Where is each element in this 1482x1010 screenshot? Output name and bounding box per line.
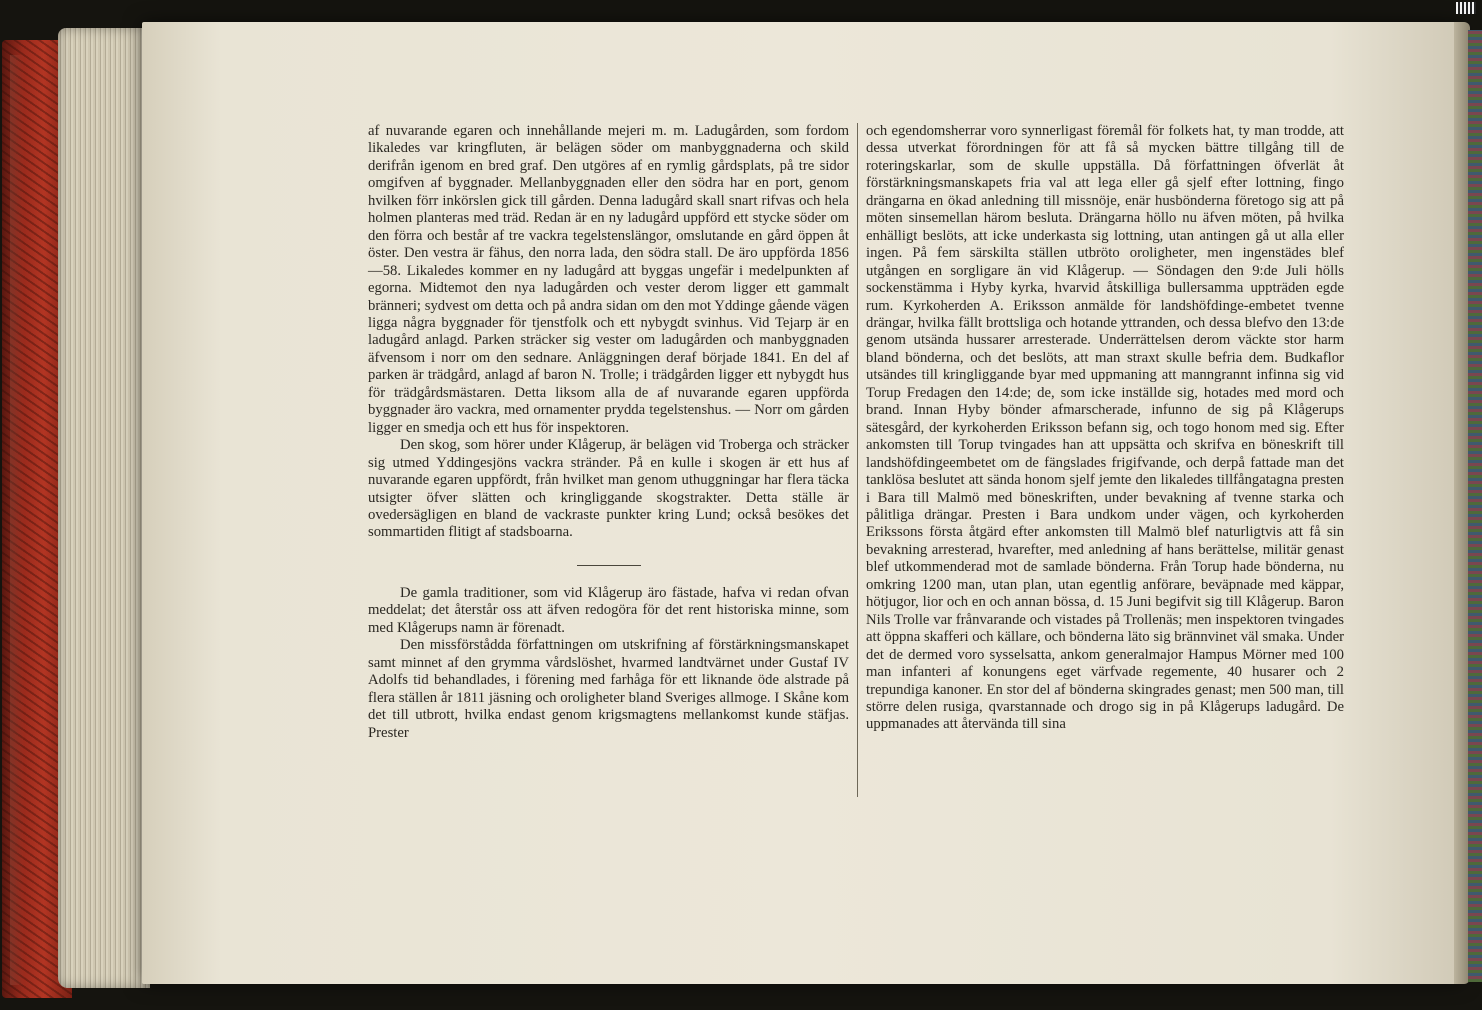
column-divider — [857, 123, 858, 797]
left-text-column — [368, 123, 849, 742]
section-divider — [577, 565, 641, 566]
paragraph: af nuvarande egaren och innehållande mejeri m. m. Ladugården, som fordom likaledes var kringfluten, är belägen söder om manbyggnaderna och skild derifrån igenom en bred graf. Den utgöres af en rymlig gårdsplats, på tre sidor omgifven af byggnader. Mellanbyggnaden eller den södra har en port, genom hvilken förr inkörslen gick till gården. Denna ladugård skall snart rifvas och hela holmen planteras med träd. Redan är en ny ladugård uppförd ett stycke söder om den förra och består af tre vackra tegelstenslängor, omslutande en gård öppen åt öster. Den vestra är fähus, den norra lada, den södra stall. De äro uppförda 1856—58. Likaledes kommer en ny ladugård att byggas ungefär i medelpunkten af egorna. Midtemot den nya ladugården och vester derom ligger ett gammalt bränneri; sydvest om detta och på andra sidan om den mot Yddinge gående vägen ligga några byggnader för tjenstfolk och ett nybygdt svinhus. Vid Tejarp är en ladugård anlagd. Parken sträcker sig vester om ladugården och manbyggnaden äfvensom i norr om den sednare. Anläggningen deraf började 1841. En del af parken är trädgård, anlagd af baron N. Trolle; i trädgården ligger ett nybygdt hus för trädgårdsmästaren. Detta liksom alla de af nuvarande egaren uppförda byggnader äro vackra, med ornamenter prydda tegelstenshus. — Norr om gården ligger en smedja och ett hus för inspektoren. — [368, 123, 849, 436]
color-calibration-strip — [1468, 30, 1482, 982]
page-edges — [58, 28, 150, 988]
cover-highlight — [10, 55, 24, 985]
scan-target-mark — [1456, 2, 1476, 14]
paragraph: Den missförstådda författningen om utskrifning af förstärkningsmanskapet samt minnet af den grymma vårdslöshet, hvarmed landtvärnet under Gustaf IV Adolfs tid behandlades, i förening med farhåga för ett liknande öde alstrade på flera ställen år 1811 jäsning och oroligheter bland Sveriges allmoge. I Skåne kom det till utbrott, hvilka endast genom krigsmagtens mellankomst kunde stäfjas. Prester — [368, 637, 849, 741]
paragraph: Den skog, som hörer under Klågerup, är belägen vid Troberga och sträcker sig utmed Yddingesjöns vackra stränder. På en kulle i skogen är ett hus af nuvarande egaren uppfördt, från hvilket man genom uthuggningar har flera täcka utsigter öfver slätten och kringliggande skogstrakter. Detta ställe är ovedersägligen en bland de vackraste punkter kring Lund; också besökes det sommartiden flitigt af stadsboarna. — [368, 437, 849, 541]
paragraph: De gamla traditioner, som vid Klågerup äro fästade, hafva vi redan ofvan meddelat; det återstår oss att äfven redogöra för det rent historiska minne, som med Klågerups namn är förenadt. — [368, 584, 849, 636]
right-text-column — [866, 123, 1344, 734]
paragraph: och egendomsherrar voro synnerligast föremål för folkets hat, ty man trodde, att dessa utverkat förordningen för att få så mycken bättre tillgång till de roteringskarlar, som de skulle uppställa. Då författningen öfverlät åt förstärkningsmanskapets fria val att lega eller gå sjelf efter lottning, fingo drängarna en ökad anledning till missnöje, enär husbönderna företogo sig att på möten sinsemellan härom besluta. Drängarna höllo nu äfven möten, på hvilka enhälligt beslöts, att icke underkasta sig lottning, utan antingen gå ut alla eller ingen. På fem särskilta ställen utbröto oroligheter, men ingenstädes blef utgången en sorgligare än vid Klågerup. — Söndagen den 9:de Juli hölls sockenstämma i Hyby kyrka, hvarvid åtskilliga bullersamma uppträden egde rum. Kyrkoherden A. Eriksson anmälde för landshöfdinge-embetet tvenne drängar, hvilka fällt brottsliga och hotande yttranden, och dessa blefvo den 13:de genom utsända hussarer arresterade. Underrättelsen derom väckte stor harm bland bönderna, och det beslöts, att man straxt skulle befria dem. Budkaflor utsändes till kringliggande byar med uppmaning att manngrannt infinna sig vid Torup Fredagen den 14:de; de, som icke inställde sig, hotades med mord och brand. Innan Hyby bönder afmarscherade, infunno de sig på Klågerups sätesgård, der kyrkoherden Eriksson befann sig, och togo honom med sig. Efter ankomsten till Torup tvingades han att uppsätta och skrifva en böneskrift till landshöfdingeembetet om de fängslades frigifvande, och derpå fattade man det tanklösa beslutet att sända honom sjelf jemte den likaledes tillfångatagna presten i Bara till Malmö med böneskriften, under bevakning af tvenne starka och pålitliga drängar. Presten i Bara undkom under vägen, och kyrkoherden Erikssons första åtgärd efter ankomsten till Malmö blef naturligtvis att få sin bevakning arresterad, hvarefter, med anledning af hans berättelse, militär genast blef utkommenderad mot de samlade bönderna. Från Torup hade bönderna, nu omkring 1200 man, utan plan, utan egentlig anförare, beväpnade med käppar, hötjugor, lior och en och annan bössa, d. 15 Juni begifvit sig till Klågerup. Baron Nils Trolle var frånvarande och vistades på Trollenäs; men inspektoren tvingades att öppna skafferi och källare, och bönderna läto sig brännvinet väl smaka. Under det de dermed voro sysselsatta, ankom generalmajor Hampus Mörner med 100 man infanteri af konungens eget värfvade regemente, 40 husarer och 2 trepundiga kanoner. En stor del af bönderna skingrades genast; men 500 man, till större delen rusiga, qvarstannade och drogo sig in på Klågerups ladugård. De uppmanades att återvända till sina — [866, 123, 1344, 733]
